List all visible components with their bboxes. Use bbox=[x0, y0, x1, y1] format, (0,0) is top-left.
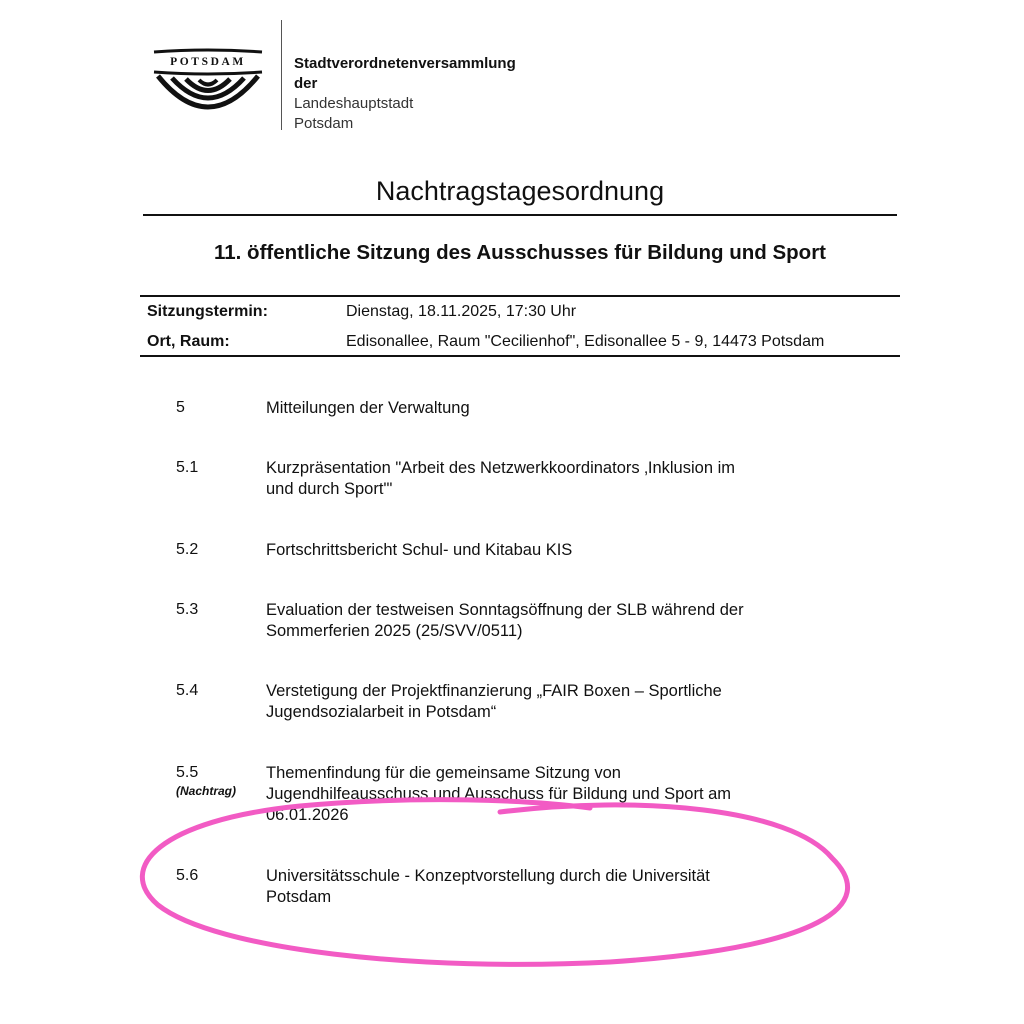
org-line-2: der bbox=[294, 75, 318, 92]
org-line-4: Potsdam bbox=[294, 115, 354, 132]
agenda-number: 5.3 bbox=[176, 601, 199, 618]
agenda-item bbox=[266, 540, 826, 561]
agenda-number: 5 bbox=[176, 399, 185, 416]
agenda-item bbox=[266, 600, 826, 642]
location-value: Edisonallee, Raum "Cecilienhof", Edisonallee 5 - 9, 14473 Potsdam bbox=[346, 333, 825, 350]
date-value: Dienstag, 18.11.2025, 17:30 Uhr bbox=[346, 303, 577, 320]
document-title: Nachtragstagesordnung bbox=[375, 176, 665, 206]
agenda-item-line: Verstetigung der Projektfinanzierung „FAIR Boxen – Sportliche bbox=[266, 682, 722, 700]
agenda-number: 5.1 bbox=[176, 459, 199, 476]
location-label: Ort, Raum: bbox=[147, 333, 230, 350]
agenda-item-line: Jugendhilfeausschuss und Ausschuss für Bildung und Sport am bbox=[266, 785, 732, 803]
agenda-number: 5.2 bbox=[176, 541, 199, 558]
agenda-item-line: Evaluation der testweisen Sonntagsöffnung der SLB während der bbox=[266, 601, 744, 619]
date-label: Sitzungstermin: bbox=[147, 303, 268, 320]
org-line-3: Landeshauptstadt bbox=[294, 95, 414, 112]
meta-top-rule bbox=[140, 295, 900, 297]
agenda-item-line: und durch Sport'" bbox=[266, 480, 393, 498]
agenda-item-line: Mitteilungen der Verwaltung bbox=[266, 399, 470, 417]
logo-text: POTSDAM bbox=[170, 56, 246, 68]
agenda-item-line: Themenfindung für die gemeinsame Sitzung von bbox=[266, 764, 621, 782]
header-divider bbox=[281, 20, 282, 130]
agenda-item-line: Jugendsozialarbeit in Potsdam“ bbox=[266, 703, 497, 721]
agenda-item bbox=[266, 458, 826, 500]
agenda-number: 5.6 bbox=[176, 867, 199, 884]
organization-name bbox=[294, 54, 516, 134]
agenda-item bbox=[266, 763, 826, 826]
agenda-item-line: Universitätsschule - Konzeptvorstellung durch die Universität bbox=[266, 867, 710, 885]
agenda-item bbox=[266, 681, 826, 723]
agenda-item bbox=[266, 398, 826, 419]
session-subtitle: 11. öffentliche Sitzung des Ausschusses für Bildung und Sport bbox=[213, 241, 827, 264]
nachtrag-tag: (Nachtrag) bbox=[176, 784, 237, 798]
agenda-item-line: Fortschrittsbericht Schul- und Kitabau KIS bbox=[266, 541, 573, 559]
meta-bottom-rule bbox=[140, 355, 900, 357]
agenda-item-line: Kurzpräsentation "Arbeit des Netzwerkkoordinators ‚Inklusion im bbox=[266, 459, 735, 477]
agenda-number: 5.4 bbox=[176, 682, 199, 699]
agenda-item-line: Potsdam bbox=[266, 888, 332, 906]
agenda-item-highlighted bbox=[266, 866, 826, 908]
org-line-1: Stadtverordnetenversammlung bbox=[294, 55, 516, 72]
agenda-number: 5.5 bbox=[176, 764, 199, 781]
agenda-item-line: Sommerferien 2025 (25/SVV/0511) bbox=[266, 622, 523, 640]
title-rule bbox=[143, 214, 897, 216]
potsdam-logo bbox=[150, 46, 266, 118]
agenda-item-line: 06.01.2026 bbox=[266, 806, 349, 824]
